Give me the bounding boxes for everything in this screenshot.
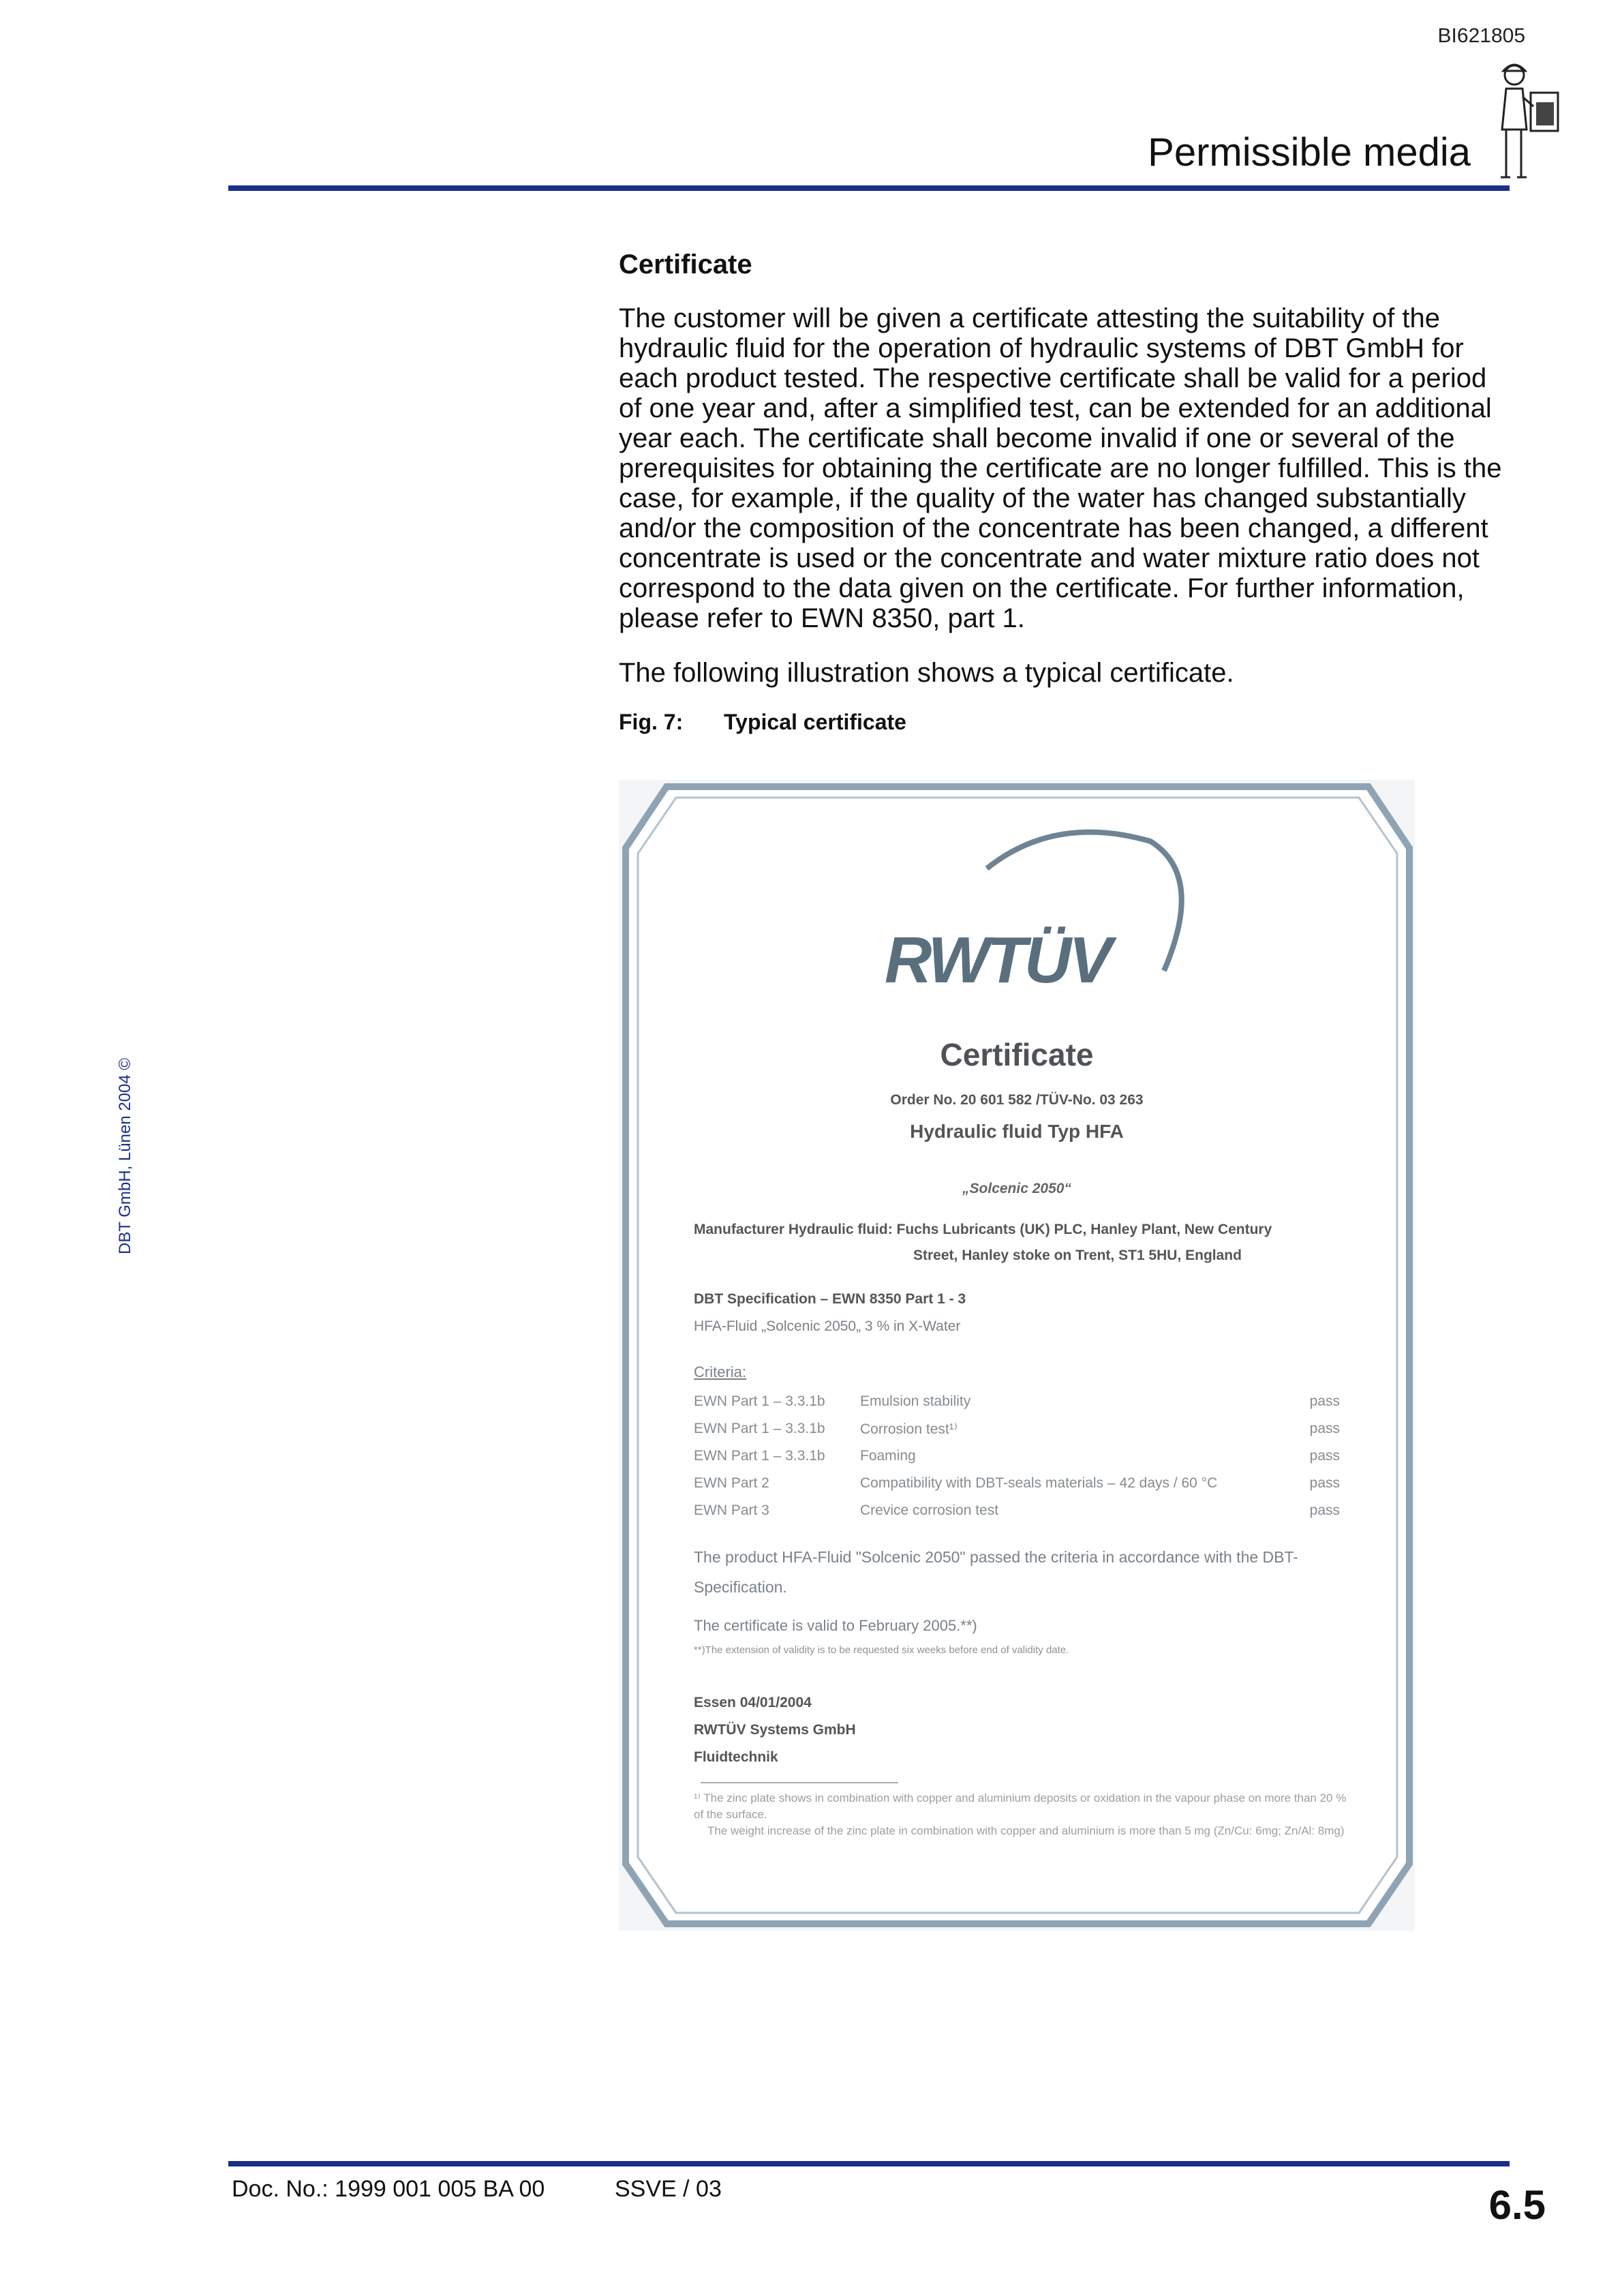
criteria-result: pass	[1309, 1421, 1340, 1436]
product-name: „Solcenic 2050“	[962, 1181, 1071, 1196]
criteria-result: pass	[1309, 1502, 1340, 1518]
worker-clipboard-icon	[1486, 55, 1567, 184]
criteria-ref: EWN Part 3	[694, 1502, 769, 1518]
illustration-intro: The following illustration shows a typical certificate.	[619, 658, 1234, 688]
extension-note: **)The extension of validity is to be requested six weeks before end of validity date.	[694, 1644, 1069, 1656]
page-title: Permissible media	[1148, 130, 1471, 175]
criteria-row	[694, 1475, 1340, 1496]
order-number: Order No. 20 601 582 /TÜV-No. 03 263	[890, 1092, 1144, 1108]
sign-place-date: Essen 04/01/2004	[694, 1695, 812, 1710]
sign-department: Fluidtechnik	[694, 1749, 778, 1765]
criteria-ref: EWN Part 1 – 3.3.1b	[694, 1393, 825, 1409]
criteria-test: Crevice corrosion test	[860, 1502, 999, 1518]
manufacturer: Manufacturer Hydraulic fluid: Fuchs Lubricants (UK) PLC, Hanley Plant, New Century	[694, 1222, 1272, 1237]
criteria-result: pass	[1309, 1393, 1340, 1409]
criteria-ref: EWN Part 1 – 3.3.1b	[694, 1421, 825, 1436]
criteria-ref: EWN Part 2	[694, 1475, 769, 1491]
document-number: Doc. No.: 1999 001 005 BA 00	[232, 2176, 545, 2202]
criteria-label: Criteria:	[694, 1363, 747, 1380]
figure-title: Typical certificate	[724, 710, 906, 734]
certificate-footnotes	[694, 1790, 1348, 1839]
criteria-test: Emulsion stability	[860, 1393, 971, 1409]
footnote-rule	[701, 1782, 898, 1783]
criteria-row	[694, 1502, 1340, 1523]
rwtuv-logo: RWTÜV	[885, 924, 1110, 997]
footnote-2: The weight increase of the zinc plate in combination with copper and aluminium is more than 5 mg (Zn/Cu: 6mg; Zn/Al: 8mg)	[707, 1824, 1345, 1837]
criteria-test: Compatibility with DBT-seals materials – 42 days / 60 °C	[860, 1475, 1218, 1491]
specification: DBT Specification – EWN 8350 Part 1 - 3	[694, 1291, 966, 1307]
criteria-test: Foaming	[860, 1448, 916, 1464]
signature-block	[694, 1689, 856, 1771]
footnote-1: ¹⁾ The zinc plate shows in combination with copper and aluminium deposits or oxidation in the vapour phase on more than 20 % of the surface.	[694, 1792, 1347, 1821]
certificate-image	[619, 780, 1415, 1931]
footer-rule	[228, 2161, 1510, 2166]
copyright-notice: DBT GmbH, Lünen 2004 ©	[116, 1057, 134, 1254]
header-rule	[228, 185, 1510, 191]
validity-statement: The certificate is valid to February 2005.**)	[694, 1617, 977, 1634]
fluid-type: Hydraulic fluid Typ HFA	[910, 1121, 1124, 1142]
result-statement: The product HFA-Fluid "Solcenic 2050" passed the criteria in accordance with the DBT-Specification.	[694, 1548, 1298, 1596]
criteria-row	[694, 1448, 1340, 1468]
certificate-title: Certificate	[940, 1037, 1094, 1072]
criteria-result: pass	[1309, 1448, 1340, 1464]
criteria-row	[694, 1393, 1340, 1414]
document-id: BI621805	[1437, 25, 1525, 47]
criteria-result: pass	[1309, 1475, 1340, 1491]
sign-company: RWTÜV Systems GmbH	[694, 1722, 856, 1738]
manufacturer-address: Street, Hanley stoke on Trent, ST1 5HU, England	[913, 1248, 1242, 1263]
certificate-description: The customer will be given a certificate attesting the suitability of the hydraulic fluid for the operation of hydraulic systems of DBT GmbH for each product tested. The respective certificate shall be valid for a period of one year and, after a simplified test, can be extended for an additional year each. The certificate shall become invalid if one or several of the prerequisites for obtaining the certificate are no longer fulfilled. This is the case, for example, if the quality of the water has changed substantially and/or the composition of the concentrate has been changed, a different concentrate is used or the concentrate and water mixture ratio does not correspond to the data given on the certificate. For further information, please refer to EWN 8350, part 1.	[619, 303, 1502, 633]
main-content	[619, 250, 1512, 735]
criteria-row	[694, 1421, 1340, 1441]
fluid-description: HFA-Fluid „Solcenic 2050„ 3 % in X-Water	[694, 1318, 961, 1334]
section-heading: Certificate	[619, 250, 752, 280]
criteria-ref: EWN Part 1 – 3.3.1b	[694, 1448, 825, 1464]
document-version: SSVE / 03	[615, 2176, 722, 2202]
figure-caption	[619, 710, 1512, 735]
figure-number: Fig. 7:	[619, 710, 684, 734]
criteria-test: Corrosion test¹⁾	[860, 1421, 958, 1437]
page-number: 6.5	[1488, 2182, 1546, 2228]
